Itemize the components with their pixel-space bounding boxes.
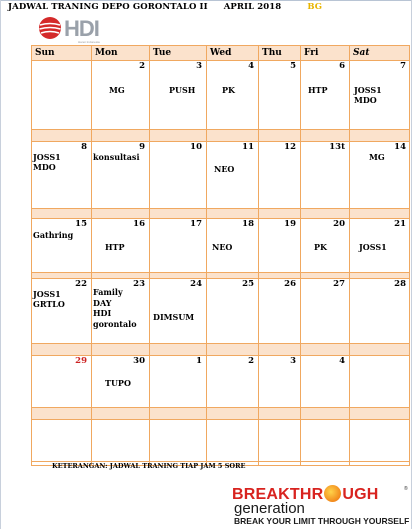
date-number: 26	[284, 279, 296, 289]
registered-mark: ®	[404, 486, 408, 492]
brand-generation: generation	[234, 500, 305, 517]
date-number: 3	[196, 61, 202, 71]
date-number: 22	[75, 279, 87, 289]
grid-vline	[409, 45, 410, 465]
event-label: PK	[314, 242, 327, 252]
grid-hline	[31, 208, 410, 209]
day-header: Tue	[153, 48, 172, 58]
date-number: 21	[394, 219, 406, 229]
date-number: 30	[133, 356, 145, 366]
event-label: PUSH	[169, 85, 196, 95]
grid-vline	[31, 45, 32, 465]
week-gap-band	[31, 208, 410, 218]
top-border	[0, 0, 412, 1]
event-label: NEO	[214, 164, 235, 174]
grid-vline	[300, 45, 301, 465]
event-label: HTP	[105, 242, 125, 252]
grid-hline	[31, 343, 410, 344]
grid-vline	[258, 45, 259, 465]
event-label: MG	[109, 85, 125, 95]
date-number: 8	[81, 142, 87, 152]
event-label: TUPO	[105, 378, 131, 388]
event-label: HTP	[308, 85, 328, 95]
day-header: Wed	[210, 48, 232, 58]
logo-subtext: Hanoi Indonesia	[78, 40, 100, 44]
schedule-note: KETERANGAN: JADWAL TRANING TIAP JAM 5 SORE	[52, 462, 246, 470]
date-number: 2	[139, 61, 145, 71]
date-number: 23	[133, 279, 145, 289]
date-number: 7	[400, 61, 406, 71]
day-header: Sun	[35, 48, 55, 58]
hdi-logo	[38, 14, 128, 44]
event-label: konsultasi	[93, 152, 140, 162]
grid-vline	[206, 45, 207, 465]
day-header: Mon	[95, 48, 118, 58]
event-label: JOSS1 MDO	[33, 152, 61, 172]
grid-vline	[349, 45, 350, 465]
date-number: 12	[284, 142, 296, 152]
date-number: 14	[394, 142, 406, 152]
event-label: MG	[369, 152, 385, 162]
event-label: JOSS1 MDO	[354, 85, 382, 105]
brand-sun-icon	[324, 485, 341, 502]
brand-word-a: BREAKTHR	[232, 486, 324, 503]
left-border	[0, 0, 1, 529]
event-label: NEO	[212, 242, 233, 252]
week-gap-band	[31, 407, 410, 419]
date-number: 3	[290, 356, 296, 366]
grid-vline	[91, 45, 92, 465]
date-number: 19	[284, 219, 296, 229]
breakthrough-logo	[232, 485, 412, 529]
hdi-globe-icon	[38, 16, 62, 40]
date-number: 10	[190, 142, 202, 152]
event-label: DIMSUM	[153, 312, 195, 322]
week-gap-band	[31, 343, 410, 355]
date-number: 4	[248, 61, 254, 71]
day-header: Sat	[353, 48, 370, 58]
event-label: Family DAY HDI gorontalo	[93, 287, 137, 329]
date-number: 6	[339, 61, 345, 71]
grid-hline	[31, 419, 410, 420]
event-label: Gathring	[33, 230, 74, 240]
date-number: 4	[339, 356, 345, 366]
date-number: 2	[248, 356, 254, 366]
date-number: 16	[133, 219, 145, 229]
date-number: 5	[290, 61, 296, 71]
date-number: 24	[190, 279, 202, 289]
date-number: 13t	[329, 142, 345, 152]
week-gap-band	[31, 129, 410, 141]
brand-word-b: UGH	[342, 486, 379, 503]
date-number: 9	[139, 142, 145, 152]
calendar-grid	[31, 45, 410, 465]
event-label: JOSS1	[359, 242, 387, 252]
grid-hline	[31, 129, 410, 130]
date-number: 15	[75, 219, 87, 229]
day-header: Thu	[262, 48, 282, 58]
date-number: 11	[242, 142, 254, 152]
event-label: PK	[222, 85, 235, 95]
grid-vline	[149, 45, 150, 465]
date-number: 28	[394, 279, 406, 289]
grid-hline	[31, 407, 410, 408]
event-label: JOSS1 GRTLO	[33, 289, 65, 309]
date-number: 1	[196, 356, 202, 366]
date-number: 18	[242, 219, 254, 229]
date-number: 20	[333, 219, 345, 229]
logo-text: HDI	[64, 16, 99, 41]
brand-tagline: BREAK YOUR LIMIT THROUGH YOURSELF	[234, 516, 410, 526]
title-text: JADWAL TRANING DEPO GORONTALO II	[8, 2, 208, 12]
grid-hline	[31, 272, 410, 273]
page-title	[8, 2, 322, 12]
title-month: APRIL 2018	[223, 2, 282, 12]
day-header: Fri	[304, 48, 319, 58]
date-number: 17	[190, 219, 202, 229]
date-number: 25	[242, 279, 254, 289]
date-number: 27	[333, 279, 345, 289]
date-number: 29	[75, 356, 87, 366]
title-tag: BG	[307, 2, 323, 12]
